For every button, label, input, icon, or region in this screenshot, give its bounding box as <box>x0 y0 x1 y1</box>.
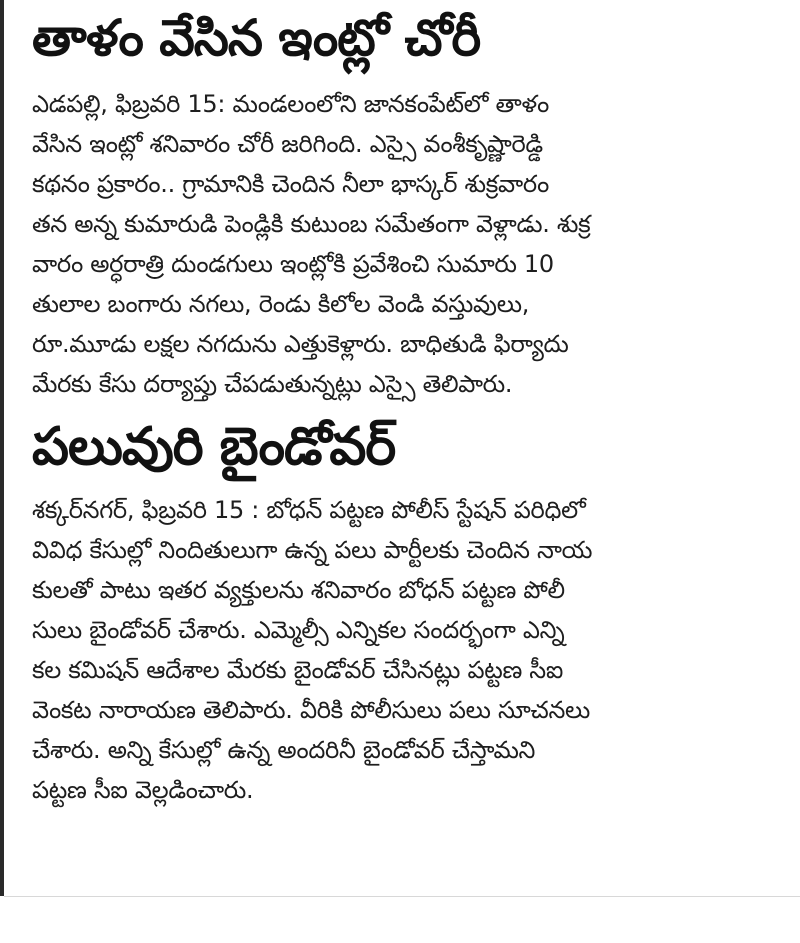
column-bottom-border <box>4 896 800 897</box>
body-line: తన అన్న కుమారుడి పెండ్లికి కుటుంబ సమేతంగా వెళ్లాడు. శుక్ర <box>32 210 591 238</box>
body-line: మేరకు కేసు దర్యాప్తు చేపడుతున్నట్లు ఎస్సై తెలిపారు. <box>32 370 513 398</box>
body-line: పట్టణ సీఐ వెల్లడించారు. <box>32 776 254 804</box>
body-line: ఎడపల్లి, ఫిబ్రవరి 15: మండలంలోని జానకంపేట్‌లో తాళం <box>32 90 550 118</box>
body-line: కల కమిషన్ ఆదేశాల మేరకు బైండోవర్ చేసినట్లు పట్టణ సీఐ <box>32 656 563 684</box>
body-line: తులాల బంగారు నగలు, రెండు కిలోల వెండి వస్తువులు, <box>32 290 530 318</box>
article-bindover-headline: పలువురి బైండోవర్ <box>32 417 396 477</box>
body-line: వెంకట నారాయణ తెలిపారు. వీరికి పోలీసులు పలు సూచనలు <box>32 696 591 724</box>
article-theft-headline: తాళం వేసిన ఇంట్లో చోరీ <box>32 9 481 67</box>
body-line: వివిధ కేసుల్లో నిందితులుగా ఉన్న పలు పార్టీలకు చెందిన నాయ <box>32 536 593 564</box>
article-theft <box>32 0 732 404</box>
body-line: చేశారు. అన్ని కేసుల్లో ఉన్న అందరినీ బైండోవర్ చేస్తామని <box>32 736 536 764</box>
body-line: శక్కర్‌నగర్, ఫిబ్రవరి 15 : బోధన్ పట్టణ పోలీస్ స్టేషన్ పరిధిలో <box>32 496 586 524</box>
column-left-border <box>0 0 4 896</box>
article-bindover <box>32 410 732 810</box>
body-line: సులు బైండోవర్ చేశారు. ఎమ్మెల్సీ ఎన్నికల సందర్భంగా ఎన్ని <box>32 616 565 644</box>
article-bindover-body <box>32 490 732 810</box>
body-line: కులతో పాటు ఇతర వ్యక్తులను శనివారం బోధన్ పట్టణ పోలీ <box>32 576 565 604</box>
body-line: వారం అర్ధరాత్రి దుండగులు ఇంట్లోకి ప్రవేశించి సుమారు 10 <box>32 250 554 278</box>
article-theft-body <box>32 84 732 404</box>
body-line: రూ.మూడు లక్షల నగదును ఎత్తుకెళ్లారు. బాధితుడి ఫిర్యాదు <box>32 330 569 358</box>
news-column <box>32 0 732 810</box>
body-line: వేసిన ఇంట్లో శనివారం చోరీ జరిగింది. ఎస్సై వంశీకృష్ణారెడ్డి <box>32 130 543 158</box>
body-line: కథనం ప్రకారం.. గ్రామానికి చెందిన నీలా భాస్కర్ శుక్రవారం <box>32 170 549 198</box>
